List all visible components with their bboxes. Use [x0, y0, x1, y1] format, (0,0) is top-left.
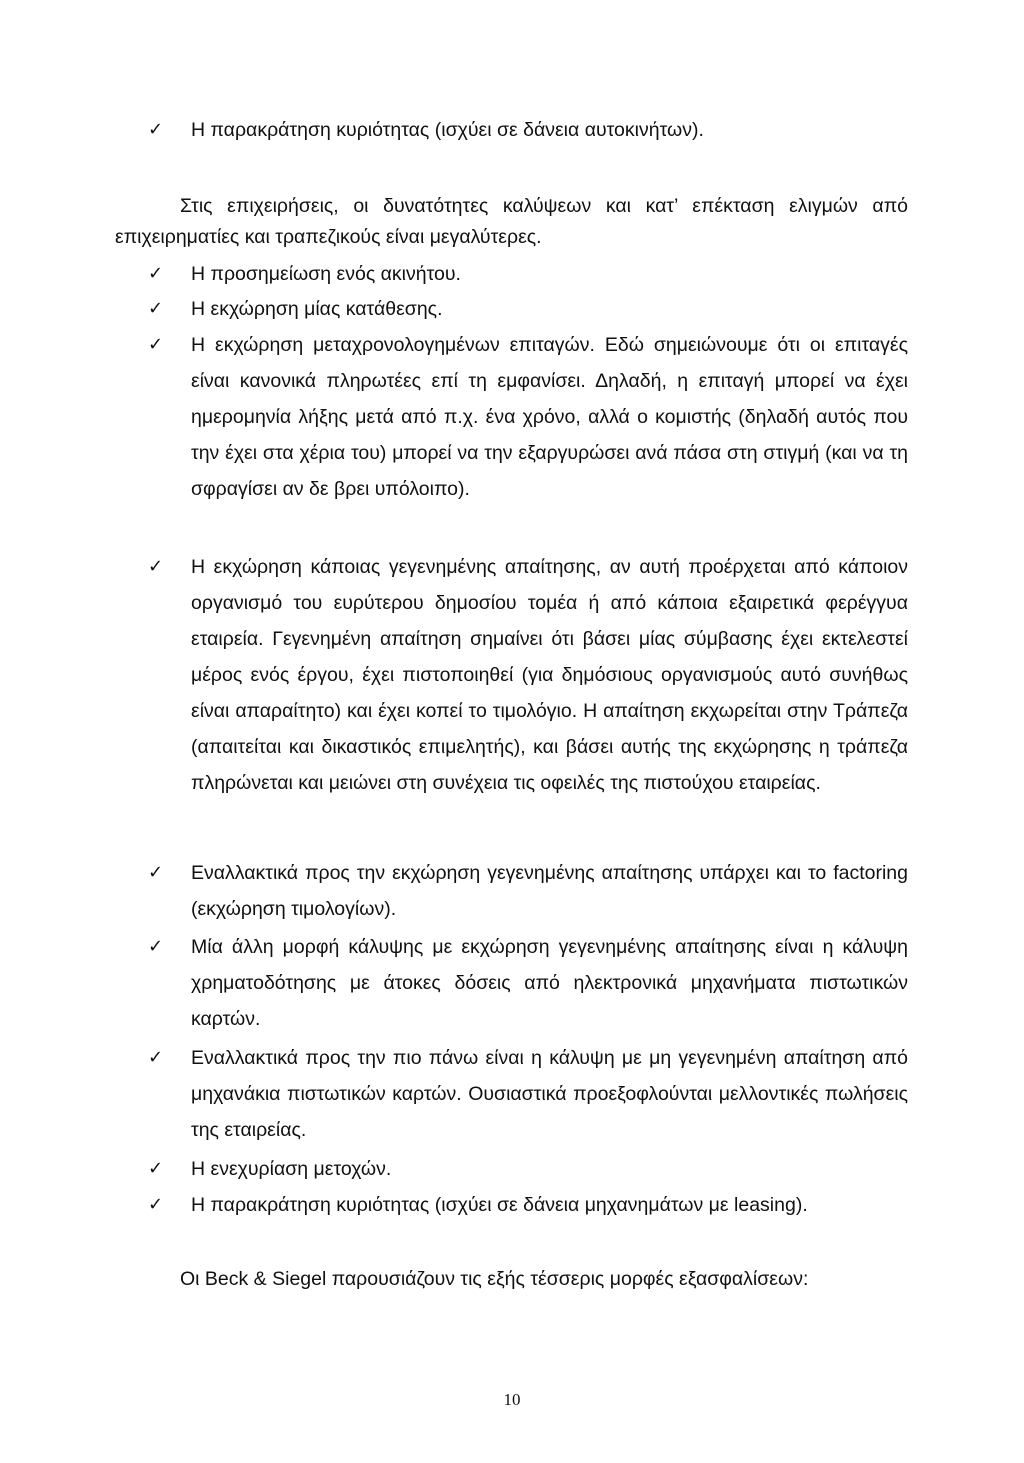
bullet-text: Εναλλακτικά προς την εκχώρηση γεγενημένης απαίτησης υπάρχει και το factoring (εκχώρηση τιμολογίων).: [191, 862, 908, 920]
check-mark-icon: ✓: [148, 298, 164, 319]
check-mark-icon: ✓: [148, 334, 164, 355]
bullet-text: Η εκχώρηση κάποιας γεγενημένης απαίτησης, αν αυτή προέρχεται από κάποιον οργανισμό του ευρύτερου δημοσίου τομέα ή από κάποια εξαιρετικά φερέγγυα εταιρεία. Γεγενημένη απαίτηση σημαίνει ότι βάσει μίας σύμβασης έχει εκτελεστεί μέρος ενός έργου, έχει πιστοποιηθεί (για δημόσιους οργανισμούς αυτό συνήθως είναι απαραίτητο) και έχει κοπεί το τιμολόγιο. Η απαίτηση εκχωρείται στην Τράπεζα (απαιτείται και δικαστικός επιμελητής), και βάσει αυτής της εκχώρησης η τράπεζα πληρώνεται και μειώνει στη συνέχεια τις οφειλές της πιστούχου εταιρείας.: [191, 556, 908, 794]
check-mark-icon: ✓: [148, 1047, 164, 1068]
check-mark-icon: ✓: [148, 936, 164, 957]
bullet-item-retention-of-title-cars: [148, 112, 908, 148]
bullet-text: Εναλλακτικά προς την πιο πάνω είναι η κάλυψη με μη γεγενημένη απαίτηση από μηχανάκια πιστωτικών καρτών. Ουσιαστικά προεξοφλούνται μελλοντικές πωλήσεις της εταιρείας.: [191, 1047, 908, 1141]
bullet-text: Η παρακράτηση κυριότητας (ισχύει σε δάνεια μηχανημάτων με leasing).: [191, 1194, 808, 1216]
bullet-item-deposit-assignment: [148, 291, 908, 327]
bullet-item-factoring: [148, 855, 908, 927]
bullet-item-postdated-cheques: [148, 327, 908, 507]
check-mark-icon: ✓: [148, 1158, 164, 1179]
bullet-text: Μία άλλη μορφή κάλυψης με εκχώρηση γεγενημένης απαίτησης είναι η κάλυψη χρηματοδότησης με άτοκες δόσεις από ηλεκτρονικά μηχανήματα πιστωτικών καρτών.: [191, 936, 908, 1030]
check-mark-icon: ✓: [148, 119, 164, 140]
check-mark-icon: ✓: [148, 862, 164, 883]
bullet-item-accrued-claim-assignment: [148, 549, 908, 801]
bullet-text: Η ενεχυρίαση μετοχών.: [191, 1158, 392, 1180]
bullet-item-retention-of-title-leasing: [148, 1187, 908, 1223]
bullet-text: Η παρακράτηση κυριότητας (ισχύει σε δάνεια αυτοκινήτων).: [191, 119, 704, 141]
check-mark-icon: ✓: [148, 1194, 164, 1215]
bullet-text: Η εκχώρηση μεταχρονολογημένων επιταγών. Εδώ σημειώνουμε ότι οι επιταγές είναι κανονικά πληρωτέες επί τη εμφανίσει. Δηλαδή, η επιταγή μπορεί να έχει ημερομηνία λήξης μετά από π.χ. ένα χρόνο, αλλά ο κομιστής (δηλαδή αυτός που την έχει στα χέρια του) μπορεί να την εξαργυρώσει ανά πάσα στη στιγμή (και να τη σφραγίσει αν δε βρει υπόλοιπο).: [191, 334, 908, 500]
intro-paragraph: Στις επιχειρήσεις, οι δυνατότητες καλύψεων και κατ’ επέκταση ελιγμών από επιχειρηματίες και τραπεζικούς είναι μεγαλύτερες.: [115, 195, 908, 248]
bullet-item-share-pledge: [148, 1151, 908, 1187]
check-mark-icon: ✓: [148, 263, 164, 284]
bullet-text: Η προσημείωση ενός ακινήτου.: [191, 263, 461, 285]
check-mark-icon: ✓: [148, 556, 164, 577]
bullet-item-future-card-sales: [148, 1040, 908, 1148]
bullet-item-card-terminal-installments: [148, 929, 908, 1037]
bullet-item-mortgage-prenotation: [148, 256, 908, 292]
page-number: 10: [503, 1390, 521, 1409]
closing-paragraph: Οι Beck & Siegel παρουσιάζουν τις εξής τέσσερις μορφές εξασφαλίσεων:: [180, 1268, 809, 1290]
bullet-text: Η εκχώρηση μίας κατάθεσης.: [191, 298, 443, 320]
